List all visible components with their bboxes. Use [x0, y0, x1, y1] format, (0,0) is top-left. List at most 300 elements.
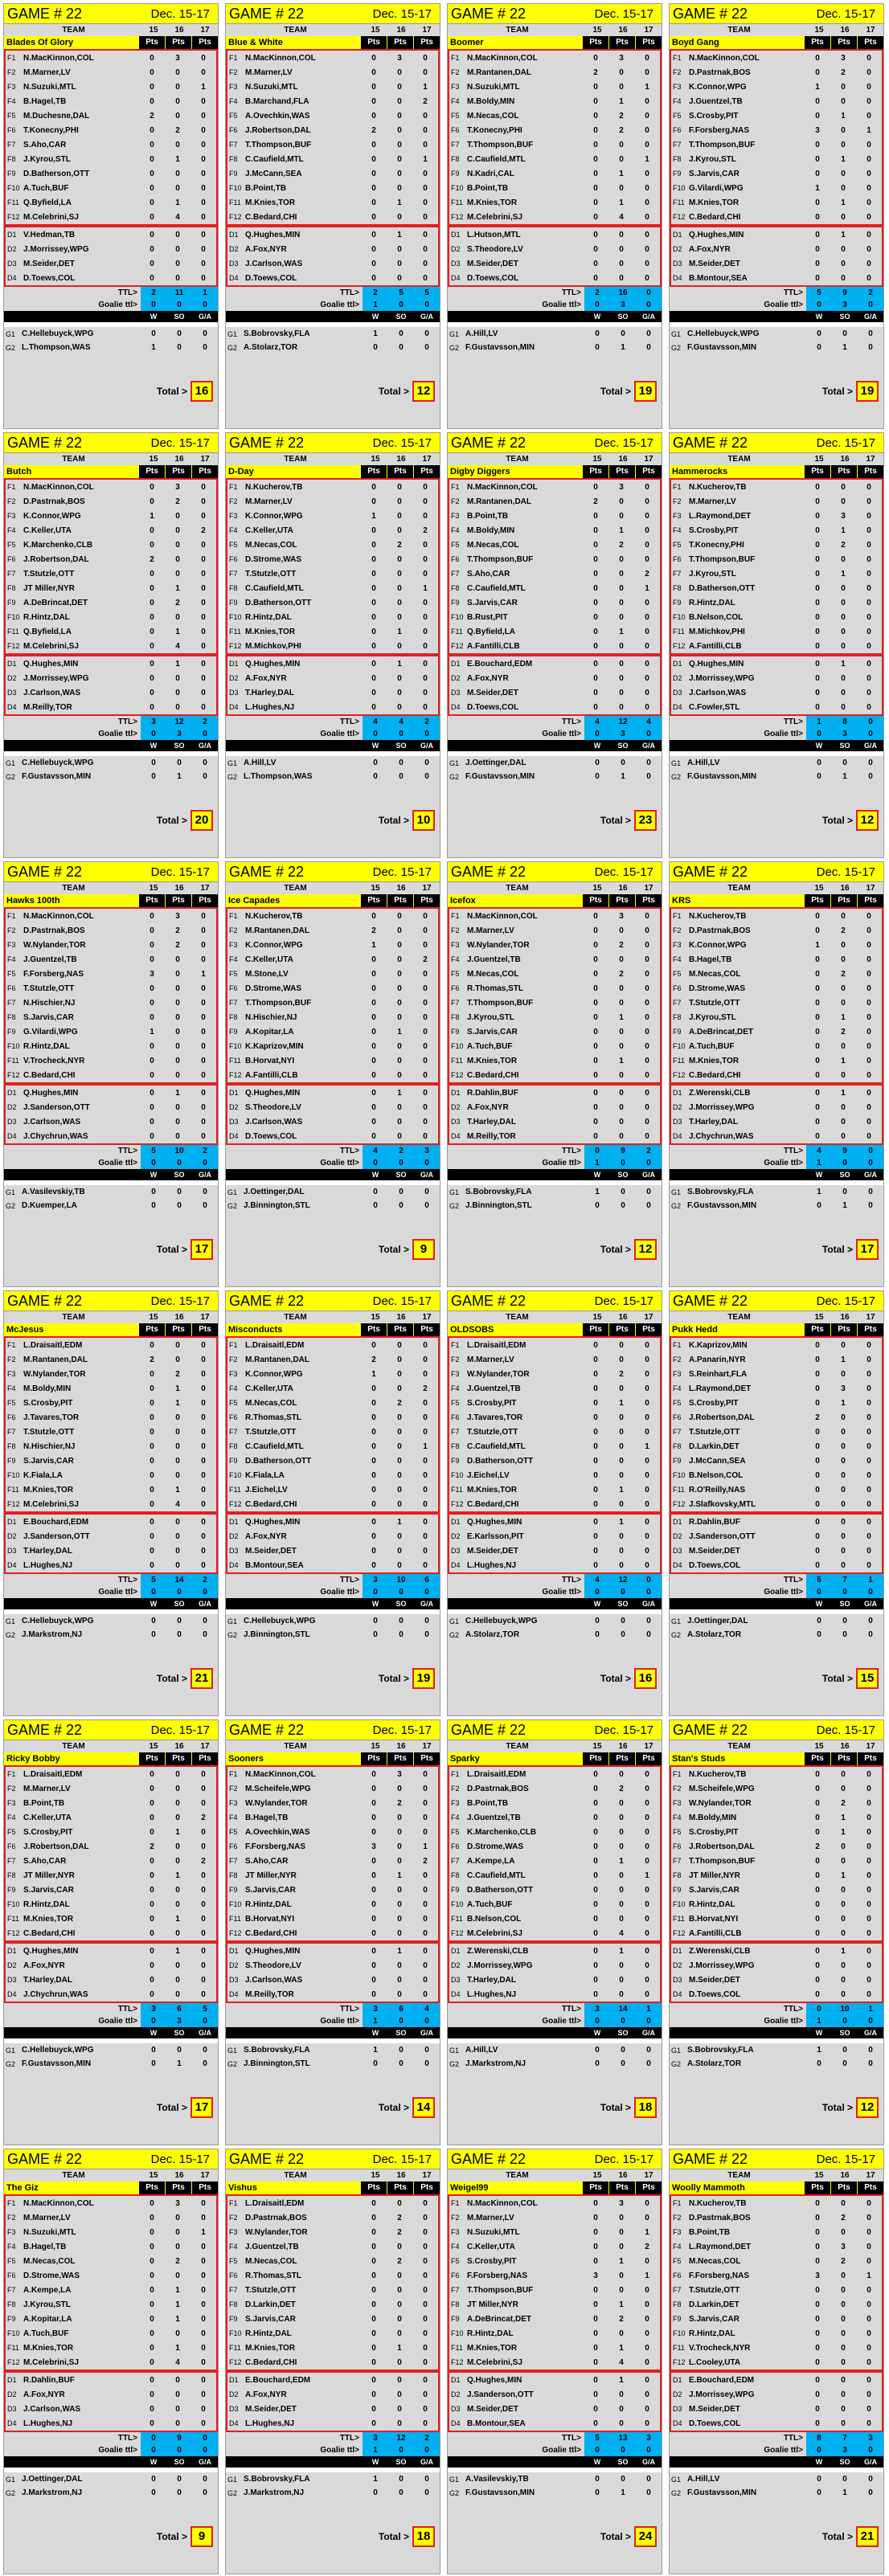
player-name: D.Batherson,OTT	[245, 598, 312, 607]
points-cell: 0	[593, 525, 598, 535]
points-cell: 0	[593, 1102, 598, 1112]
player-row	[449, 938, 660, 952]
position-label: F4	[673, 1813, 682, 1822]
points-cell: 0	[150, 1914, 154, 1924]
points-cell: 0	[595, 1617, 600, 1625]
points-cell: 0	[866, 1531, 871, 1541]
points-cell: 0	[150, 911, 154, 921]
position-label: F7	[451, 999, 460, 1007]
defense-group	[226, 1084, 440, 1145]
game-date: Dec. 15-17	[594, 435, 653, 450]
player-name: M.Knies,TOR	[467, 1056, 518, 1065]
points-cell: 0	[397, 1885, 402, 1895]
player-row	[6, 2254, 216, 2268]
team-name: Pukk Hedd	[672, 1325, 718, 1335]
goalie-ttl-label: Goalie ttl>	[320, 2017, 359, 2026]
position-label: G2	[227, 343, 238, 352]
player-row	[6, 2326, 216, 2341]
player-row	[449, 1039, 660, 1053]
player-row	[449, 1781, 660, 1796]
player-name: F.Gustavsson,MIN	[22, 2059, 92, 2068]
points-cell: 0	[201, 702, 206, 712]
points-cell: 0	[397, 702, 402, 712]
points-cell: 0	[397, 1470, 402, 1480]
player-row	[449, 1114, 660, 1129]
points-cell: 0	[150, 1070, 154, 1080]
points-cell: 0	[593, 940, 598, 950]
points-cell: 0	[423, 1070, 428, 1080]
points-cell: 0	[619, 641, 624, 651]
points-cell: 0	[423, 702, 428, 712]
game-header	[670, 4, 883, 24]
points-cell: 0	[175, 1340, 180, 1350]
ttl-value: 3	[363, 2432, 388, 2444]
goalie-ttl-row	[670, 1157, 883, 1169]
points-cell: 0	[593, 244, 598, 254]
player-row	[227, 1912, 438, 1926]
points-cell: 1	[423, 1842, 428, 1851]
points-cell: 0	[175, 2404, 180, 2414]
day-label: 15	[592, 1742, 602, 1751]
team-card	[669, 3, 884, 429]
position-label: F1	[7, 1770, 16, 1778]
points-cell: 0	[645, 2198, 649, 2208]
game-date: Dec. 15-17	[150, 865, 210, 879]
points-cell: 0	[423, 1769, 428, 1779]
player-row	[670, 2057, 883, 2071]
player-row	[227, 1114, 438, 1129]
position-label: D1	[229, 231, 239, 239]
points-cell: 0	[201, 955, 206, 964]
points-cell: 0	[619, 1041, 624, 1051]
points-cell: 0	[371, 2256, 376, 2266]
player-row	[671, 2312, 882, 2326]
pts-header: Pts	[831, 465, 857, 478]
position-label: F11	[451, 628, 463, 636]
day-label: 15	[814, 1742, 824, 1751]
player-row	[6, 1558, 216, 1572]
points-cell: 1	[397, 198, 402, 207]
player-name: N.MacKinnon,COL	[23, 53, 94, 63]
points-cell: 0	[201, 1827, 206, 1837]
player-name: M.Stone,LV	[245, 969, 289, 979]
points-cell: 1	[842, 1201, 847, 1210]
player-name: C.Caufield,MTL	[467, 1871, 526, 1880]
position-label: F9	[229, 599, 238, 607]
position-label: F9	[451, 2315, 460, 2323]
points-cell: 2	[815, 1413, 820, 1422]
player-row	[227, 952, 438, 967]
day-label: 16	[840, 884, 850, 893]
player-name: M.Rantanen,DAL	[467, 67, 531, 77]
day-label: 15	[592, 455, 602, 464]
points-cell: 0	[645, 659, 649, 669]
game-header	[4, 862, 218, 882]
team-label: TEAM	[727, 26, 751, 35]
points-cell: 0	[841, 1856, 846, 1866]
player-row	[6, 1068, 216, 1082]
position-label: F12	[7, 1071, 20, 1079]
points-cell: 0	[397, 569, 402, 579]
player-row	[226, 2472, 440, 2486]
player-name: J.Morrissey,WPG	[23, 244, 89, 254]
player-name: R.Thomas,STL	[245, 2271, 302, 2280]
day-label: 15	[149, 455, 158, 464]
points-cell: 0	[397, 1499, 402, 1509]
points-cell: 0	[866, 1485, 871, 1494]
position-label: D3	[451, 1547, 461, 1555]
points-cell: 1	[397, 2343, 402, 2353]
player-name: M.Necas,COL	[467, 969, 519, 979]
position-label: F8	[451, 155, 460, 163]
points-cell: 0	[150, 96, 154, 106]
position-label: D2	[451, 245, 461, 253]
points-cell: 0	[866, 1456, 871, 1466]
player-name: T.Harley,DAL	[689, 1117, 738, 1126]
points-cell: 0	[593, 1914, 598, 1924]
points-cell: 0	[815, 1798, 820, 1808]
points-cell: 0	[150, 140, 154, 149]
points-cell: 0	[645, 1499, 649, 1509]
points-cell: 0	[201, 1355, 206, 1364]
position-label: F7	[673, 570, 682, 578]
position-label: F5	[673, 1828, 682, 1836]
day-label: 15	[371, 455, 380, 464]
player-name: S.Jarvis,CAR	[23, 1456, 74, 1466]
points-cell: 1	[645, 1871, 649, 1880]
goalie-ttl-label: Goalie ttl>	[320, 1588, 359, 1597]
player-name: J.Carlson,WAS	[245, 1975, 303, 1985]
points-cell: 0	[815, 1560, 820, 1570]
position-label: F8	[451, 2300, 460, 2308]
game-header	[4, 1291, 218, 1311]
player-name: W.Nylander,TOR	[23, 1369, 86, 1379]
defense-group	[670, 1942, 883, 2003]
points-cell: 0	[150, 273, 154, 283]
points-cell: 0	[397, 183, 402, 193]
points-cell: 2	[423, 1856, 428, 1866]
ttl-value: 0	[636, 1574, 662, 1586]
points-cell: 0	[866, 169, 871, 178]
goalies-group	[448, 327, 662, 354]
goalie-ttl-value: 0	[363, 1586, 388, 1598]
player-row	[449, 80, 660, 94]
goalie-ttl-value: 0	[858, 299, 883, 311]
points-cell: 0	[201, 2256, 206, 2266]
game-date: Dec. 15-17	[372, 865, 432, 879]
player-row	[227, 1068, 438, 1082]
player-row	[449, 1439, 660, 1454]
points-cell: 0	[619, 598, 624, 607]
points-cell: 0	[842, 1630, 847, 1639]
points-cell: 3	[150, 969, 154, 979]
ttl-value: 1	[858, 1574, 883, 1586]
position-label: D4	[7, 1990, 17, 1998]
points-cell: 0	[645, 911, 649, 921]
points-cell: 3	[815, 2271, 820, 2280]
player-row	[670, 2486, 883, 2500]
points-cell: 0	[842, 2046, 847, 2055]
position-label: F6	[229, 1842, 238, 1850]
points-cell: 0	[619, 259, 624, 268]
total-row	[448, 2071, 662, 2145]
team-column-header	[226, 2169, 440, 2181]
ttl-row	[226, 1574, 440, 1586]
ttl-value: 3	[363, 1574, 388, 1586]
points-cell: 0	[841, 497, 846, 506]
points-cell: 0	[423, 2198, 428, 2208]
points-cell: 0	[866, 140, 871, 149]
goalie-ttl-row	[226, 1586, 440, 1598]
team-card	[3, 2149, 219, 2574]
points-cell: 0	[423, 1546, 428, 1556]
points-cell: 0	[423, 673, 428, 683]
points-cell: 0	[815, 1899, 820, 1909]
points-cell: 1	[842, 2488, 847, 2497]
position-label: F1	[7, 483, 16, 491]
player-row	[449, 1854, 660, 1868]
player-name: N.MacKinnon,COL	[689, 53, 760, 63]
points-cell: 0	[201, 2329, 206, 2338]
points-cell: 0	[645, 1427, 649, 1437]
defense-group	[448, 1084, 662, 1145]
player-name: M.Seider,DET	[467, 1546, 518, 1556]
ttl-row	[670, 2432, 883, 2444]
player-row	[227, 552, 438, 566]
game-title: GAME # 22	[673, 863, 748, 880]
player-row	[671, 1100, 882, 1114]
goalie-ttl-value: 1	[363, 2015, 388, 2027]
position-label: G1	[449, 2046, 460, 2055]
player-row	[4, 2472, 218, 2486]
position-label: F8	[229, 155, 238, 163]
pts-header: Pts	[414, 1323, 440, 1336]
points-cell: 1	[595, 1188, 600, 1196]
player-row	[671, 271, 882, 285]
player-row	[6, 2312, 216, 2326]
points-cell: 0	[866, 1827, 871, 1837]
goalie-ttl-value: 0	[636, 1157, 662, 1169]
points-cell: 0	[645, 1798, 649, 1808]
points-cell: 0	[593, 955, 598, 964]
team-label: TEAM	[284, 26, 307, 35]
points-cell: 0	[868, 1617, 873, 1625]
points-cell: 0	[593, 1975, 598, 1985]
player-row	[6, 523, 216, 538]
player-row	[6, 566, 216, 581]
player-row	[449, 242, 660, 256]
points-cell: 0	[175, 1928, 180, 1938]
player-name: R.Hintz,DAL	[23, 1899, 70, 1909]
player-name: A.Fox,NYR	[245, 1531, 287, 1541]
player-name: L.Hughes,NJ	[245, 2419, 295, 2428]
pts-header: Pts	[636, 2181, 662, 2194]
team-name: KRS	[672, 896, 691, 906]
pts-header: Pts	[387, 1752, 413, 1765]
day-label: 16	[174, 1742, 184, 1751]
points-cell: 0	[423, 540, 428, 550]
pts-header: Pts	[139, 894, 165, 907]
points-cell: 0	[645, 2314, 649, 2324]
goalie-ttl-row	[448, 299, 662, 311]
points-cell: 0	[423, 2271, 428, 2280]
game-header	[4, 2149, 218, 2169]
player-row	[671, 538, 882, 552]
position-label: D4	[673, 274, 682, 282]
position-label: F1	[673, 912, 682, 920]
ttl-label: TTL>	[561, 718, 581, 726]
points-cell: 0	[841, 140, 846, 149]
points-cell: 0	[175, 1456, 180, 1466]
points-cell: 0	[150, 125, 154, 135]
goalies-group	[448, 2043, 662, 2071]
points-cell: 0	[621, 329, 625, 338]
points-cell: 0	[371, 1441, 376, 1451]
player-row	[227, 1810, 438, 1825]
ttl-value: 2	[192, 716, 218, 728]
player-name: D.Pastrnak,BOS	[23, 926, 85, 935]
player-row	[449, 523, 660, 538]
points-cell: 0	[371, 230, 376, 239]
total-row	[670, 354, 883, 428]
ttl-value: 0	[192, 2432, 218, 2444]
points-cell: 0	[371, 1340, 376, 1350]
player-row	[6, 938, 216, 952]
player-row	[6, 1515, 216, 1529]
player-row	[449, 1482, 660, 1497]
player-row	[670, 1628, 883, 1642]
player-row	[671, 2196, 882, 2210]
points-cell: 0	[201, 612, 206, 622]
points-cell: 0	[175, 1441, 180, 1451]
points-cell: 0	[593, 2242, 598, 2251]
position-label: F12	[229, 213, 242, 221]
player-row	[6, 1944, 216, 1958]
player-row	[448, 1199, 662, 1212]
goalie-stat-header	[4, 311, 218, 322]
player-row	[671, 1958, 882, 1973]
goalie-ttl-row	[226, 299, 440, 311]
points-cell: 0	[866, 1427, 871, 1437]
goalie-ttl-value: 3	[166, 728, 192, 740]
points-cell: 0	[645, 230, 649, 239]
game-date: Dec. 15-17	[816, 1294, 875, 1308]
position-label: F11	[673, 198, 685, 206]
points-cell: 1	[175, 1398, 180, 1408]
points-cell: 0	[619, 688, 624, 697]
position-label: D4	[451, 703, 461, 711]
points-cell: 0	[175, 1117, 180, 1126]
goalie-ttl-value: 0	[166, 1586, 192, 1598]
points-cell: 0	[815, 1546, 820, 1556]
player-row	[671, 2210, 882, 2225]
player-name: A.Fox,NYR	[23, 2390, 65, 2399]
position-label: G2	[449, 343, 460, 352]
points-cell: 3	[815, 125, 820, 135]
points-cell: 0	[201, 1340, 206, 1350]
ttl-row	[670, 716, 883, 728]
points-cell: 0	[371, 673, 376, 683]
position-label: F6	[7, 1413, 16, 1421]
team-column-header	[4, 2169, 218, 2181]
points-cell: 0	[175, 1102, 180, 1112]
goalie-stat-label: W	[371, 1600, 379, 1608]
points-cell: 0	[371, 2198, 376, 2208]
points-cell: 0	[423, 1517, 428, 1527]
player-name: D.Pastrnak,BOS	[23, 497, 85, 506]
points-cell: 3	[397, 1769, 402, 1779]
player-row	[227, 1352, 438, 1367]
player-name: B.Horvat,NYI	[245, 1914, 295, 1924]
points-cell: 0	[593, 1946, 598, 1956]
points-cell: 0	[815, 1517, 820, 1527]
player-row	[671, 2373, 882, 2387]
points-cell: 0	[815, 482, 820, 492]
player-row	[449, 2225, 660, 2239]
goalie-stat-header	[670, 311, 883, 322]
points-cell: 0	[593, 2198, 598, 2208]
goalie-ttl-value: 0	[806, 728, 832, 740]
position-label: D1	[7, 660, 17, 668]
points-cell: 0	[619, 983, 624, 993]
points-cell: 0	[866, 111, 871, 121]
team-label: TEAM	[284, 2171, 307, 2180]
player-name: N.MacKinnon,COL	[23, 911, 94, 921]
player-row	[449, 2297, 660, 2312]
points-cell: 0	[201, 1531, 206, 1541]
points-cell: 0	[866, 2256, 871, 2266]
points-cell: 0	[371, 1012, 376, 1022]
points-cell: 0	[619, 1070, 624, 1080]
position-label: F5	[7, 970, 16, 978]
goalies-group	[226, 327, 440, 354]
player-row	[6, 909, 216, 923]
points-cell: 0	[842, 1617, 847, 1625]
points-cell: 0	[841, 1117, 846, 1126]
player-name: C.Caufield,MTL	[245, 154, 304, 164]
pts-header: Pts	[831, 1752, 857, 1765]
ttl-row	[670, 1145, 883, 1157]
position-label: F3	[451, 2228, 460, 2236]
position-label: D4	[7, 1132, 17, 1140]
points-cell: 0	[866, 1784, 871, 1793]
position-label: F7	[673, 2286, 682, 2294]
points-cell: 0	[371, 2375, 376, 2385]
goalie-stat-header	[448, 1598, 662, 1609]
position-label: F7	[673, 1857, 682, 1865]
points-cell: 0	[423, 183, 428, 193]
goalie-ttl-label: Goalie ttl>	[764, 1159, 803, 1167]
points-cell: 0	[593, 673, 598, 683]
points-cell: 0	[645, 627, 649, 636]
points-cell: 0	[175, 1798, 180, 1808]
points-cell: 0	[150, 2419, 154, 2428]
points-cell: 0	[423, 2390, 428, 2399]
points-cell: 0	[201, 1928, 206, 1938]
position-label: F9	[229, 1886, 238, 1894]
player-name: A.Fantilli,CLB	[245, 1070, 298, 1080]
points-cell: 0	[593, 1056, 598, 1065]
player-row	[6, 996, 216, 1010]
pts-header: Pts	[387, 36, 413, 49]
points-cell: 0	[815, 67, 820, 77]
player-name: F.Forsberg,NAS	[467, 2271, 528, 2280]
player-row	[6, 624, 216, 639]
points-cell: 0	[201, 1384, 206, 1393]
ttl-value: 14	[166, 1574, 192, 1586]
player-name: J.McCann,SEA	[245, 169, 302, 178]
points-cell: 0	[397, 482, 402, 492]
